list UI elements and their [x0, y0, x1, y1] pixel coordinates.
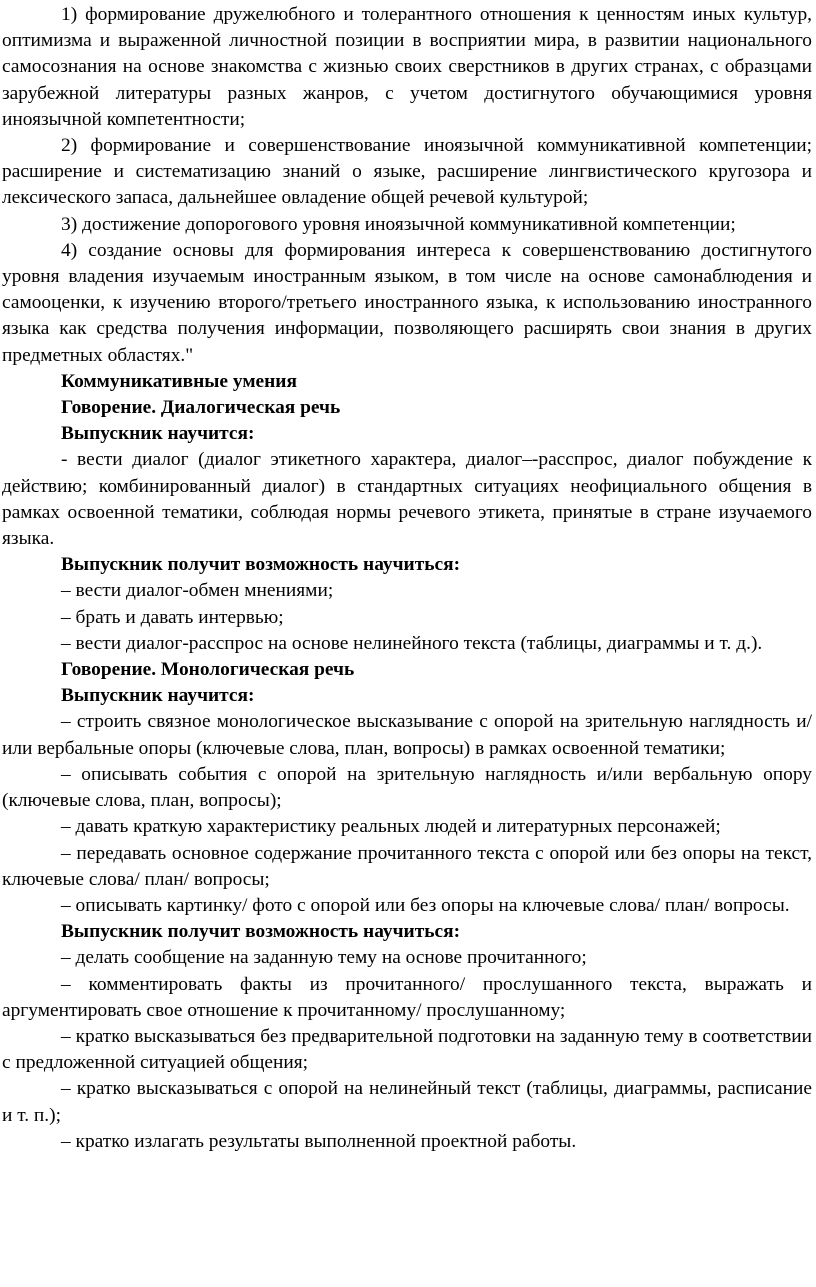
monologue-will-learn-item: – давать краткую характеристику реальных людей и литературных персонажей;: [61, 816, 721, 838]
section-heading-dialogic-speech: Говорение. Диалогическая речь: [61, 397, 341, 419]
monologue-may-learn-item: – кратко излагать результаты выполненной проектной работы.: [61, 1130, 577, 1152]
monologue-will-learn-item: – описывать события с опорой на зрительную наглядность и/или вербальную опору (ключевые слова, план, вопросы);: [2, 763, 812, 812]
goal-item-3: 3) достижение допорогового уровня иноязычной коммуникативной компетенции;: [61, 213, 736, 235]
monologue-may-learn-item: – кратко высказываться с опорой на нелинейный текст (таблицы, диаграммы, расписание и т. п.);: [2, 1078, 812, 1126]
dialogue-may-learn-item: – вести диалог-расспрос на основе нелинейного текста (таблицы, диаграммы и т. д.).: [61, 632, 763, 654]
monologue-may-learn-item: – делать сообщение на заданную тему на основе прочитанного;: [61, 947, 587, 969]
subheading-may-learn-dialogue: Выпускник получит возможность научиться:: [61, 554, 461, 576]
goal-item-4: 4) создание основы для формирования интереса к совершенствованию достигнутого уровня владения изучаемым иностранным языком, в том числе на основе самонаблюдения и самооценки, к изучению второго/третьего иностранного языка, к использованию иностранного языка как средства получения информации, позволяющего расширять свои знания в других предметных областях.": [2, 239, 812, 366]
dialogue-may-learn-item: – вести диалог-обмен мнениями;: [61, 580, 334, 602]
subheading-may-learn-monologue: Выпускник получит возможность научиться:: [61, 921, 461, 943]
dialogue-will-learn-item: - вести диалог (диалог этикетного характера, диалог–-расспрос, диалог побуждение к действию; комбинированный диалог) в стандартных ситуациях неофициального общения в рамках освоенной тематики, соблюдая нормы речевого этикета, принятые в стране изучаемого языка.: [2, 449, 812, 550]
goal-item-2: 2) формирование и совершенствование иноязычной коммуникативной компетенции; расширение и систематизацию знаний о языке, расширение лингвистического кругозора и лексического запаса, дальнейшее овладение общей речевой культурой;: [2, 135, 812, 209]
section-heading-monologic-speech: Говорение. Монологическая речь: [61, 659, 355, 681]
monologue-may-learn-item: – кратко высказываться без предварительной подготовки на заданную тему в соответствии с предложенной ситуацией общения;: [2, 1025, 812, 1074]
monologue-will-learn-item: – описывать картинку/ фото с опорой или без опоры на ключевые слова/ план/ вопросы.: [61, 894, 790, 916]
dialogue-may-learn-item: – брать и давать интервью;: [61, 606, 284, 628]
monologue-may-learn-item: – комментировать факты из прочитанного/ прослушанного текста, выражать и аргументировать свое отношение к прочитанному/ прослушанному;: [2, 973, 812, 1021]
subheading-will-learn-monologue: Выпускник научится:: [61, 685, 255, 707]
subheading-will-learn-dialogue: Выпускник научится:: [61, 423, 255, 445]
monologue-will-learn-item: – строить связное монологическое высказывание с опорой на зрительную наглядность и/или вербальные опоры (ключевые слова, план, вопросы) в рамках освоенной тематики;: [2, 711, 812, 759]
monologue-will-learn-item: – передавать основное содержание прочитанного текста с опорой или без опоры на текст, ключевые слова/ план/ вопросы;: [2, 842, 812, 890]
section-heading-communicative-skills: Коммуникативные умения: [61, 370, 297, 392]
goal-item-1: 1) формирование дружелюбного и толерантного отношения к ценностям иных культур, оптимизма и выраженной личностной позиции в восприятии мира, в развитии национального самосознания на основе знакомства с жизнью своих сверстников в других странах, с образцами зарубежной литературы разных жанров, с учетом достигнутого обучающимися уровня иноязычной компетентности;: [2, 4, 812, 130]
